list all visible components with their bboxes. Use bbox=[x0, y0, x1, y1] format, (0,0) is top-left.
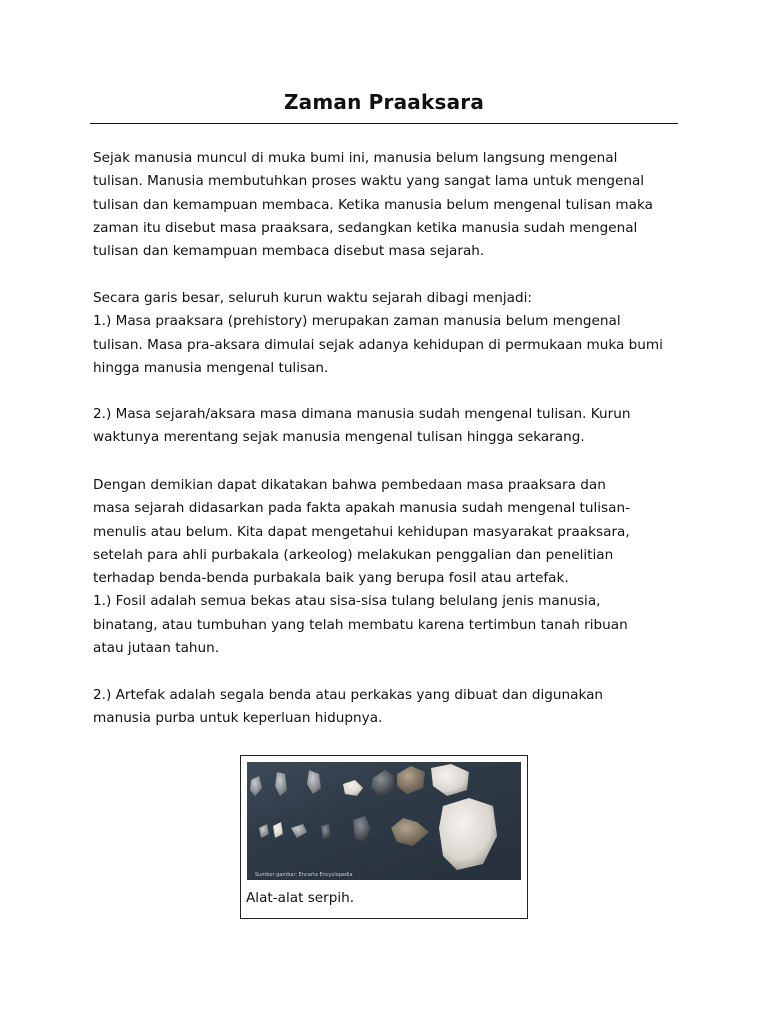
figure-box bbox=[240, 755, 528, 919]
paragraph-fosil-artefak: Dengan demikian dapat dikatakan bahwa pembedaan masa praaksara dan masa sejarah didasarkan pada fakta apakah manusia sudah mengenal tulisan- menulis atau belum. Kita dapat mengetahui kehidupan masyarakat praaksara, setelah para ahli purbakala (arkeolog) melakukan penggalian dan penelitian terhadap benda-benda purbakala baik yang berupa fosil atau artefak. 1.) Fosil adalah semua bekas atau sisa-sisa tulang belulang jenis manusia, binatang, atau tumbuhan yang telah membatu karena tertimbun tanah ribuan atau jutaan tahun. bbox=[93, 477, 630, 657]
paragraph-artefak: 2.) Artefak adalah segala benda atau perkakas yang dibuat dan digunakan manusia purba untuk keperluan hidupnya. bbox=[93, 687, 604, 727]
page-title: Zaman Praaksara bbox=[283, 90, 485, 114]
photo-credit: Sumber gambar: Encarta Encyclopedia bbox=[255, 872, 353, 878]
title-underline bbox=[90, 123, 678, 124]
paragraph-intro: Sejak manusia muncul di muka bumi ini, manusia belum langsung mengenal tulisan. Manusia membutuhkan proses waktu yang sangat lama untuk mengenal tulisan dan kemampuan membaca. Ketika manusia belum mengenal tulisan maka zaman itu disebut masa praaksara, sedangkan ketika manusia sudah mengenal tulisan dan kemampuan membaca disebut masa sejarah. bbox=[93, 150, 653, 260]
stone-tools-photo bbox=[247, 762, 521, 880]
stone-tools-illustration bbox=[247, 762, 521, 880]
figure-caption: Alat-alat serpih. bbox=[246, 890, 355, 906]
paragraph-division: Secara garis besar, seluruh kurun waktu sejarah dibagi menjadi: 1.) Masa praaksara (prehistory) merupakan zaman manusia belum mengenal tulisan. Masa pra-aksara dimulai sejak adanya kehidupan di permukaan muka bumi hingga manusia mengenal tulisan. bbox=[93, 290, 663, 376]
paragraph-masa-sejarah: 2.) Masa sejarah/aksara masa dimana manusia sudah mengenal tulisan. Kurun waktunya merentang sejak manusia mengenal tulisan hingga sekarang. bbox=[93, 406, 631, 446]
